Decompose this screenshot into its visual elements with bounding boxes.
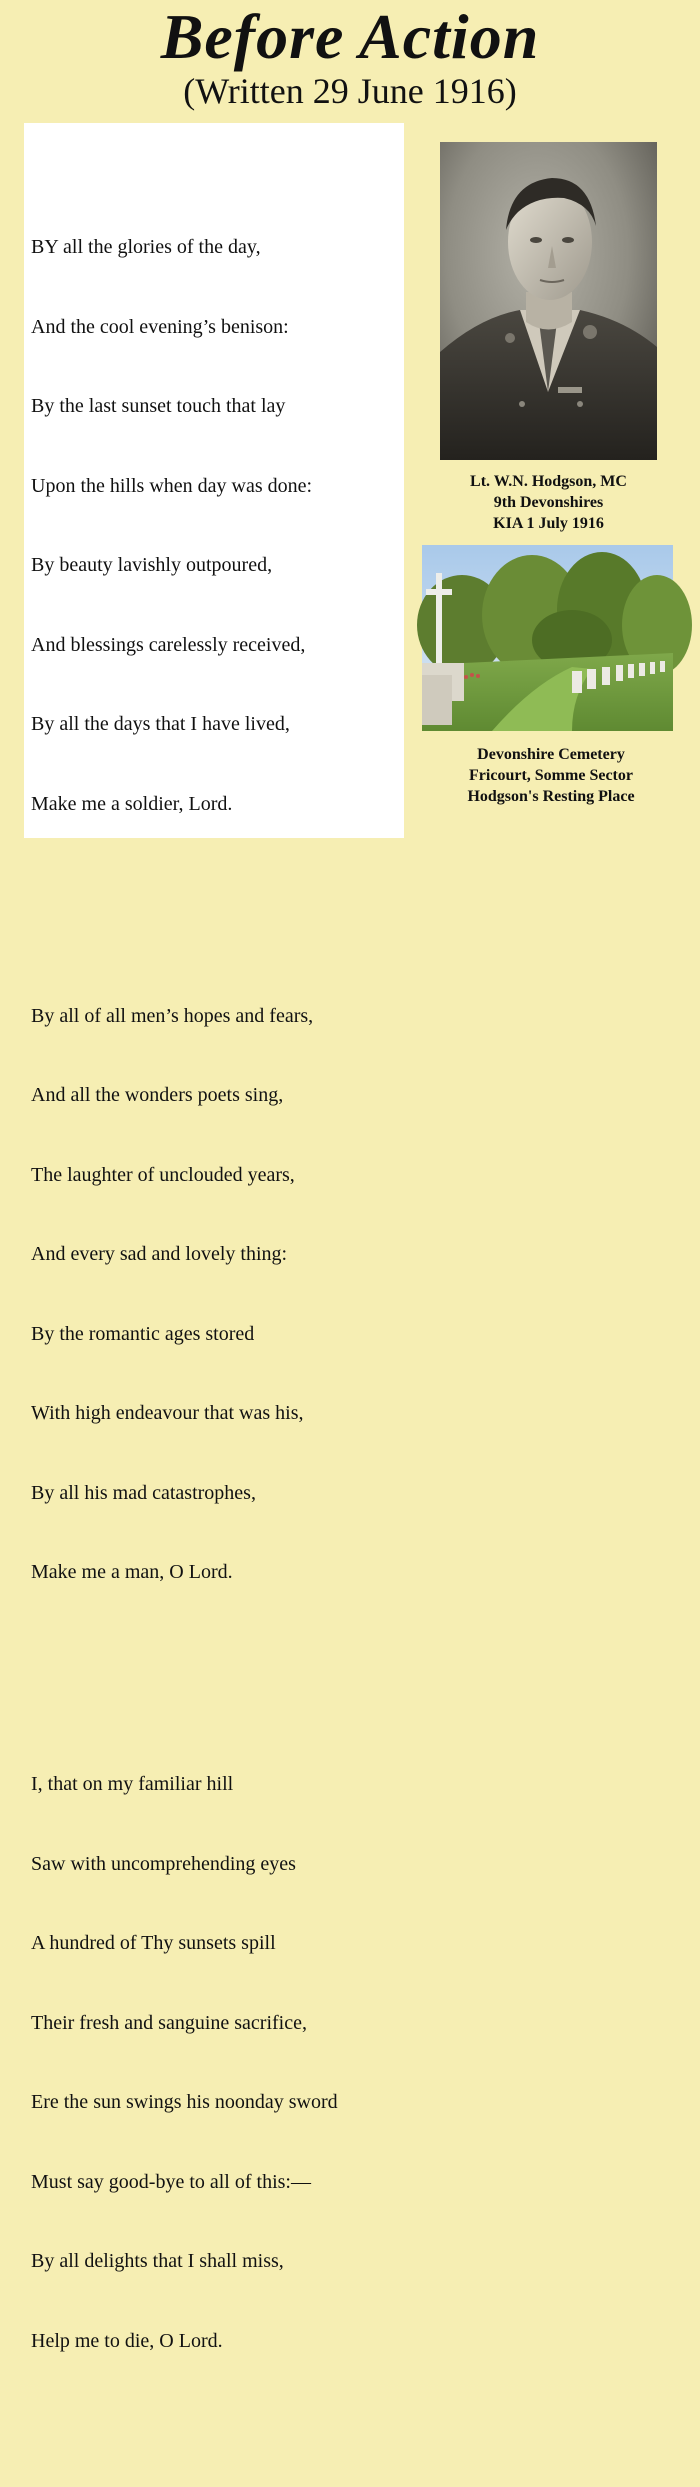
cemetery-photo	[422, 545, 673, 731]
poem-line: By all the days that I have lived,	[31, 713, 290, 735]
poem-line: Make me a man, O Lord.	[31, 1561, 233, 1583]
poem-line: Make me a soldier, Lord.	[31, 792, 233, 815]
stanza-1	[31, 181, 403, 870]
poem-line: And blessings carelessly received,	[31, 633, 306, 656]
poem-line: I, that on my familiar hill	[31, 1773, 234, 1795]
cemetery-illustration	[422, 545, 673, 731]
poem-line: With high endeavour that was his,	[31, 1402, 304, 1424]
portrait-caption-date: KIA 1 July 1916	[493, 515, 604, 532]
poem-title: Before Action	[160, 1, 540, 72]
poem-line: By all delights that I shall miss,	[31, 2250, 284, 2272]
poem-line: By the last sunset touch that lay	[31, 395, 286, 417]
poem-line: Saw with uncomprehending eyes	[31, 1852, 296, 1875]
stanza-3	[31, 1718, 403, 2407]
poem-line: Must say good-bye to all of this:—	[31, 2170, 311, 2193]
poem-line: Upon the hills when day was done:	[31, 474, 313, 497]
portrait-caption	[430, 471, 667, 534]
portrait-caption-name: Lt. W.N. Hodgson, MC	[470, 473, 627, 490]
portrait-caption-regiment: 9th Devonshires	[493, 494, 604, 511]
poem-line: The laughter of unclouded years,	[31, 1163, 295, 1186]
poem-line: And every sad and lovely thing:	[31, 1243, 288, 1265]
poem-line: BY all the glories of the day,	[31, 236, 261, 258]
poem-line: Their fresh and sanguine sacrifice,	[31, 2011, 307, 2034]
poem-line: Help me to die, O Lord.	[31, 2329, 223, 2352]
cemetery-caption-note: Hodgson's Resting Place	[467, 788, 635, 805]
poem-line: By all of all men’s hopes and fears,	[31, 1004, 314, 1027]
cemetery-caption-location: Fricourt, Somme Sector	[469, 767, 633, 784]
stanza-2	[31, 950, 403, 1639]
cemetery-caption-name: Devonshire Cemetery	[477, 746, 625, 763]
poem-subtitle: (Written 29 June 1916)	[183, 71, 517, 111]
poem-line: By all his mad catastrophes,	[31, 1481, 256, 1504]
portrait-photo	[440, 142, 657, 460]
poem-line: By the romantic ages stored	[31, 1322, 255, 1345]
poem-line: Ere the sun swings his noonday sword	[31, 2091, 338, 2113]
poem-line: And all the wonders poets sing,	[31, 1084, 284, 1106]
cemetery-caption	[420, 744, 682, 807]
poem-line: A hundred of Thy sunsets spill	[31, 1932, 276, 1954]
poem-line: By beauty lavishly outpoured,	[31, 554, 273, 576]
poem-text	[31, 128, 403, 2487]
portrait-illustration	[440, 142, 657, 460]
poem-panel	[24, 123, 404, 2352]
poem-line: And the cool evening’s benison:	[31, 315, 289, 338]
